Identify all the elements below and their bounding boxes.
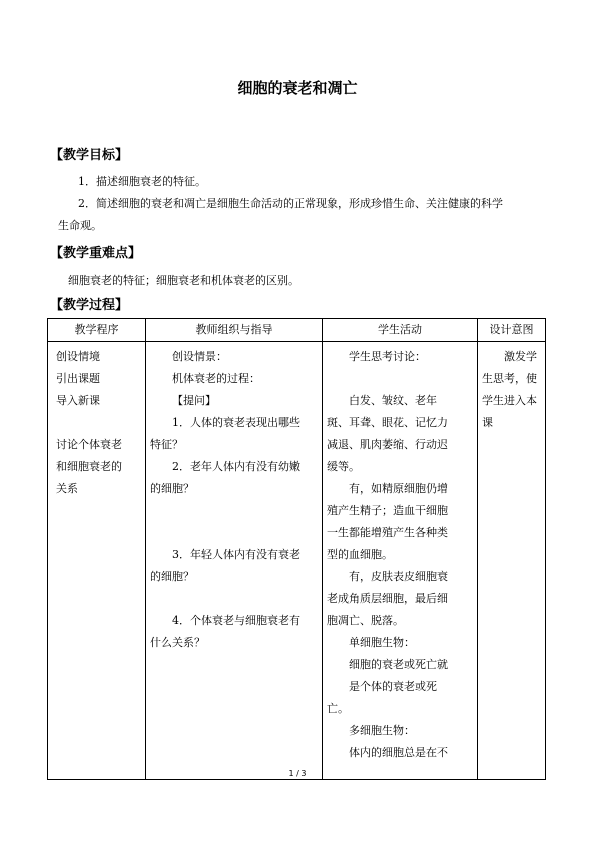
- student-line: 老成角质层细胞，最后细: [327, 592, 448, 605]
- objective-1: 1．描述细胞衰老的特征。: [78, 175, 206, 188]
- procedure-line: 和细胞衰老的: [56, 460, 122, 473]
- teacher-line: 什么关系？: [150, 636, 205, 649]
- student-line: 单细胞生物：: [349, 636, 415, 649]
- student-line: 缓等。: [327, 460, 360, 473]
- procedure-line: 引出课题: [56, 372, 100, 385]
- student-line: 殖产生精子；造血干细胞: [327, 504, 448, 517]
- teacher-line: 【提问】: [172, 394, 216, 407]
- teacher-line: 特征？: [150, 438, 183, 451]
- teacher-line: 3．年轻人体内有没有衰老: [172, 548, 300, 561]
- student-line: 是个体的衰老或死: [349, 680, 437, 693]
- cell-design-intent: [478, 342, 546, 780]
- student-line: 细胞的衰老或死亡就: [349, 658, 448, 671]
- intent-line: 生思考，使: [482, 372, 537, 385]
- objective-2-line2: 生命观。: [58, 219, 102, 232]
- procedure-line: 关系: [56, 482, 78, 495]
- key-points-heading: 【教学重难点】: [50, 246, 142, 261]
- cell-teacher-guidance: [146, 342, 323, 780]
- teacher-line: 的细胞？: [150, 570, 194, 583]
- teacher-line: 4．个体衰老与细胞衰老有: [172, 614, 300, 627]
- table-row: [48, 342, 546, 780]
- student-line: 学生思考讨论：: [349, 350, 426, 363]
- table-header-row: [48, 319, 546, 342]
- student-line: 体内的细胞总是在不: [349, 746, 448, 759]
- student-line: 有，皮肤表皮细胞衰: [349, 570, 448, 583]
- teacher-line: 的细胞？: [150, 482, 194, 495]
- student-line: 一生都能增殖产生各种类: [327, 526, 448, 539]
- header-procedure: 教学程序: [48, 319, 146, 342]
- teacher-line: 创设情景：: [172, 350, 227, 363]
- teaching-process-table: [47, 318, 546, 780]
- intent-line: 课: [482, 416, 493, 429]
- teacher-line: 机体衰老的过程：: [172, 372, 260, 385]
- process-heading: 【教学过程】: [50, 298, 129, 313]
- cell-procedure: [48, 342, 146, 780]
- student-line: 白发、皱纹、老年: [349, 394, 437, 407]
- student-line: 减退、肌肉萎缩、行动迟: [327, 438, 448, 451]
- objectives-heading: 【教学目标】: [50, 148, 129, 163]
- student-line: 斑、耳聋、眼花、记忆力: [327, 416, 448, 429]
- intent-line: 激发学: [504, 350, 537, 363]
- header-teacher-guidance: 教师组织与指导: [146, 319, 323, 342]
- intent-line: 学生进入本: [482, 394, 537, 407]
- procedure-line: 讨论个体衰老: [56, 438, 122, 451]
- teacher-line: 2．老年人体内有没有幼嫩: [172, 460, 300, 473]
- procedure-line: 创设情境: [56, 350, 100, 363]
- header-design-intent: 设计意图: [478, 319, 546, 342]
- teacher-line: 1．人体的衰老表现出哪些: [172, 416, 300, 429]
- student-line: 胞凋亡、脱落。: [327, 614, 404, 627]
- page-number: 1 / 3: [288, 769, 307, 778]
- procedure-line: 导入新课: [56, 394, 100, 407]
- objective-2-line1: 2．简述细胞的衰老和凋亡是细胞生命活动的正常现象，形成珍惜生命、关注健康的科学: [78, 197, 503, 210]
- header-student-activity: 学生活动: [323, 319, 478, 342]
- student-line: 亡。: [327, 702, 349, 715]
- student-line: 型的血细胞。: [327, 548, 393, 561]
- student-line: 多细胞生物：: [349, 724, 415, 737]
- student-line: 有，如精原细胞仍增: [349, 482, 448, 495]
- page-title: 细胞的衰老和凋亡: [237, 79, 358, 97]
- cell-student-activity: [323, 342, 478, 780]
- key-points-text: 细胞衰老的特征；细胞衰老和机体衰老的区别。: [68, 274, 299, 287]
